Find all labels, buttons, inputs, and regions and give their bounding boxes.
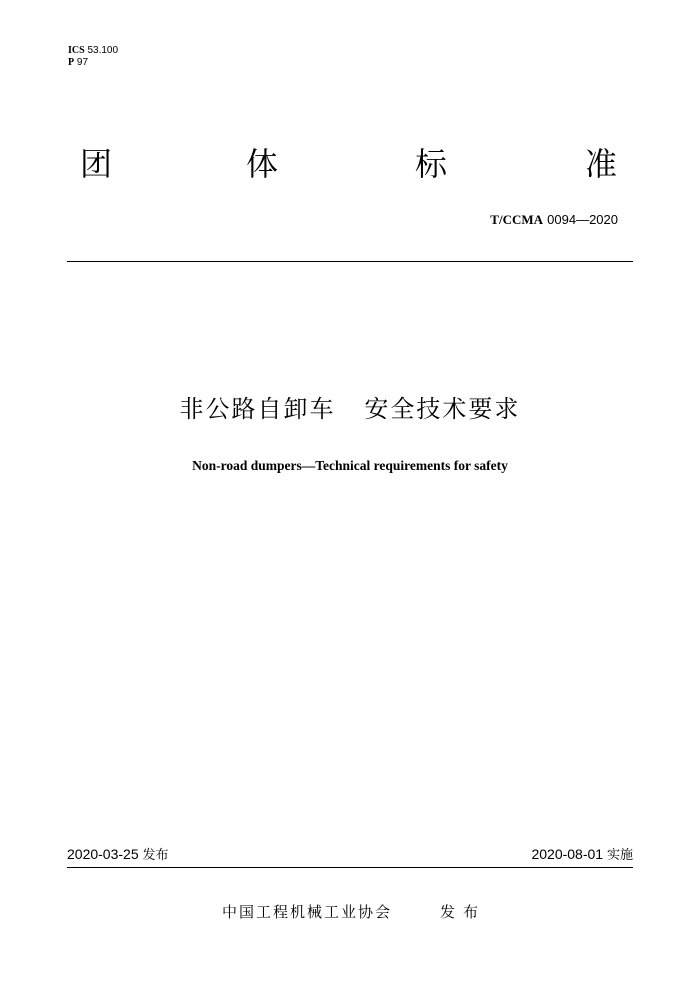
ccs-line <box>68 57 88 69</box>
standard-type-char-3: 标 <box>415 145 448 183</box>
ccs-code: 97 <box>76 57 89 68</box>
implementation-date: 2020-08-01 <box>531 846 604 862</box>
standard-number-prefix: T/CCMA <box>490 212 544 227</box>
ics-code: 53.100 <box>87 45 119 56</box>
standard-number <box>490 211 618 230</box>
standard-type-char-4: 准 <box>585 145 618 183</box>
implementation-label: 实施 <box>606 848 633 863</box>
bottom-divider <box>67 867 633 868</box>
document-title-english: Non-road dumpers—Technical requirements for safety <box>192 458 508 473</box>
ics-label: ICS <box>68 45 85 56</box>
issue-label: 发布 <box>142 848 169 863</box>
publish-verb: 发布 <box>440 903 487 921</box>
top-divider <box>67 261 633 262</box>
issue-date: 2020-03-25 <box>67 846 139 862</box>
issue-date-line <box>67 845 169 865</box>
ics-line <box>68 45 118 57</box>
standard-type-char-1: 团 <box>80 145 113 183</box>
publisher-name: 中国工程机械工业协会 <box>222 903 393 921</box>
implementation-date-line <box>531 845 633 865</box>
document-title-chinese: 非公路自卸车 安全技术要求 <box>179 395 521 423</box>
standard-number-suffix: 0094—2020 <box>547 212 618 227</box>
ccs-label: P <box>68 57 75 68</box>
standard-type-char-2: 体 <box>246 145 279 183</box>
